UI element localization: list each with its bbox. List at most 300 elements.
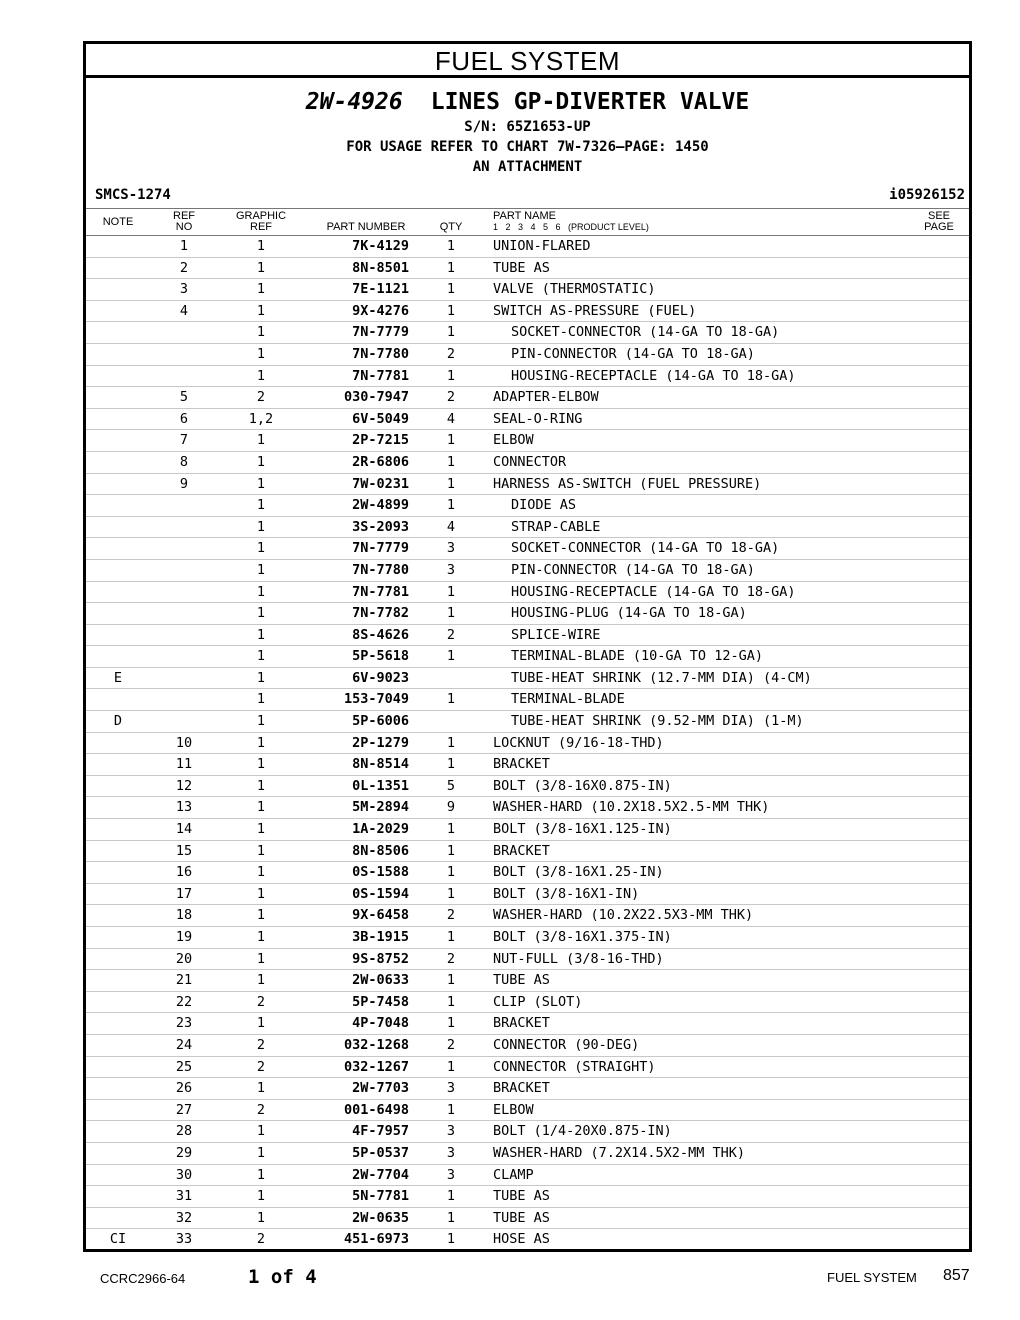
part-name-cell: DIODE AS — [511, 497, 577, 514]
qty-cell: 1 — [446, 972, 456, 989]
qty-cell: 1 — [446, 1015, 456, 1032]
part-number-cell: 2W-0635 — [352, 1209, 409, 1226]
ref-no-cell: 29 — [175, 1144, 193, 1161]
column-graphic-top: GRAPHIC — [235, 210, 287, 222]
table-row — [86, 992, 969, 1014]
ref-no-cell: 11 — [175, 756, 193, 773]
table-row — [86, 409, 969, 431]
part-name-cell: HOUSING-RECEPTACLE (14-GA TO 18-GA) — [511, 583, 796, 600]
graphic-ref-cell: 1 — [256, 345, 266, 362]
part-name-cell: SWITCH AS-PRESSURE (FUEL) — [493, 302, 697, 319]
table-row — [86, 279, 969, 301]
qty-cell: 2 — [446, 389, 456, 406]
part-name-cell: CONNECTOR (90-DEG) — [493, 1036, 640, 1053]
table-row — [86, 301, 969, 323]
part-number-cell: 7N-7780 — [352, 561, 409, 578]
ref-no-cell: 15 — [175, 842, 193, 859]
part-number-cell: 032-1268 — [343, 1036, 409, 1053]
part-name-cell: BRACKET — [493, 1080, 550, 1097]
table-row — [86, 646, 969, 668]
table-row — [86, 711, 969, 733]
table-row — [86, 1186, 969, 1208]
group-name: LINES GP-DIVERTER VALVE — [430, 89, 750, 115]
part-number-cell: 451-6973 — [343, 1231, 409, 1248]
part-name-cell: CONNECTOR (STRAIGHT) — [493, 1058, 656, 1075]
ref-no-cell: 22 — [175, 993, 193, 1010]
graphic-ref-cell: 1 — [256, 1144, 266, 1161]
qty-cell: 4 — [446, 410, 456, 427]
part-number-cell: 7N-7779 — [352, 324, 409, 341]
graphic-ref-cell: 1 — [256, 626, 266, 643]
part-number-cell: 0L-1351 — [352, 777, 409, 794]
part-name-cell: TERMINAL-BLADE (10-GA TO 12-GA) — [511, 648, 763, 665]
table-row — [86, 538, 969, 560]
ref-no-cell: 14 — [175, 821, 193, 838]
table-row — [86, 474, 969, 496]
part-number-cell: 7N-7780 — [352, 345, 409, 362]
table-row — [86, 970, 969, 992]
part-name-cell: CLAMP — [493, 1166, 534, 1183]
qty-cell: 1 — [446, 497, 456, 514]
ref-no-cell: 25 — [175, 1058, 193, 1075]
graphic-ref-cell: 1 — [256, 821, 266, 838]
table-row — [86, 733, 969, 755]
part-number-cell: 2R-6806 — [352, 453, 409, 470]
ref-no-cell: 26 — [175, 1080, 193, 1097]
part-number-cell: 4F-7957 — [352, 1123, 409, 1140]
part-number-cell: 032-1267 — [343, 1058, 409, 1075]
part-number-cell: 6V-5049 — [352, 410, 409, 427]
note-cell: E — [113, 669, 123, 686]
graphic-ref-cell: 2 — [256, 1101, 266, 1118]
qty-cell: 1 — [446, 993, 456, 1010]
qty-cell: 1 — [446, 475, 456, 492]
graphic-ref-cell: 2 — [256, 993, 266, 1010]
part-number-cell: 8N-8514 — [352, 756, 409, 773]
graphic-ref-cell: 1 — [256, 1188, 266, 1205]
qty-cell: 2 — [446, 1036, 456, 1053]
part-name-cell: WASHER-HARD (10.2X22.5X3-MM THK) — [493, 907, 754, 924]
part-number-cell: 5N-7781 — [352, 1188, 409, 1205]
graphic-ref-cell: 1 — [256, 475, 266, 492]
ref-no-cell: 12 — [175, 777, 193, 794]
qty-cell: 3 — [446, 540, 456, 557]
ref-no-cell: 27 — [175, 1101, 193, 1118]
table-row — [86, 754, 969, 776]
part-name-cell: BOLT (3/8-16X1-IN) — [493, 885, 640, 902]
part-name-cell: BOLT (3/8-16X1.375-IN) — [493, 929, 672, 945]
part-number-cell: 5P-5618 — [352, 648, 409, 665]
graphic-ref-cell: 1 — [256, 238, 266, 254]
table-row — [86, 236, 969, 258]
graphic-ref-cell: 1 — [256, 777, 266, 794]
column-header — [86, 208, 969, 236]
part-name-cell: SOCKET-CONNECTOR (14-GA TO 18-GA) — [511, 324, 780, 341]
group-number: 2W-4926 — [305, 89, 403, 115]
table-row — [86, 452, 969, 474]
table-row — [86, 387, 969, 409]
qty-cell: 1 — [446, 453, 456, 470]
qty-cell: 1 — [446, 1209, 456, 1226]
part-number-cell: 153-7049 — [343, 691, 409, 708]
graphic-ref-cell: 1,2 — [248, 410, 274, 427]
part-name-cell: BOLT (3/8-16X1.125-IN) — [493, 821, 672, 838]
graphic-ref-cell: 1 — [256, 453, 266, 470]
column-part-name — [493, 211, 649, 233]
qty-cell: 1 — [446, 734, 456, 751]
part-name-cell: BOLT (3/8-16X0.875-IN) — [493, 777, 672, 794]
table-row — [86, 366, 969, 388]
footer-doc-code: CCRC2966-64 — [100, 1271, 186, 1286]
ref-no-cell: 18 — [175, 907, 193, 924]
ref-no-cell: 2 — [179, 259, 189, 276]
qty-cell: 1 — [446, 756, 456, 773]
part-number-cell: 7K-4129 — [352, 238, 409, 254]
part-name-cell: ADAPTER-ELBOW — [493, 389, 599, 406]
table-row — [86, 1165, 969, 1187]
part-name-cell: TUBE AS — [493, 1188, 550, 1205]
table-row — [86, 797, 969, 819]
qty-cell: 2 — [446, 626, 456, 643]
table-row — [86, 258, 969, 280]
graphic-ref-cell: 1 — [256, 842, 266, 859]
part-name-cell: TUBE-HEAT SHRINK (12.7-MM DIA) (4-CM) — [511, 669, 812, 686]
ref-no-cell: 30 — [175, 1166, 193, 1183]
graphic-ref-cell: 1 — [256, 648, 266, 665]
part-name-cell: LOCKNUT (9/16-18-THD) — [493, 734, 664, 751]
part-number-cell: 7N-7781 — [352, 367, 409, 384]
graphic-ref-cell: 1 — [256, 972, 266, 989]
part-number-cell: 5P-6006 — [352, 713, 409, 730]
qty-cell: 5 — [446, 777, 456, 794]
qty-cell: 2 — [446, 950, 456, 967]
qty-cell: 1 — [446, 367, 456, 384]
table-row — [86, 841, 969, 863]
table-row — [86, 1035, 969, 1057]
graphic-ref-cell: 1 — [256, 583, 266, 600]
ref-no-cell: 7 — [179, 432, 189, 449]
ref-no-cell: 6 — [179, 410, 189, 427]
part-name-cell: HOUSING-RECEPTACLE (14-GA TO 18-GA) — [511, 367, 796, 384]
part-number-cell: 8S-4626 — [352, 626, 409, 643]
table-row — [86, 1013, 969, 1035]
part-name-cell: BRACKET — [493, 842, 550, 859]
ref-no-cell: 10 — [175, 734, 193, 751]
column-ref-bottom: NO — [175, 221, 193, 233]
part-number-cell: 6V-9023 — [352, 669, 409, 686]
part-number-cell: 8N-8506 — [352, 842, 409, 859]
graphic-ref-cell: 1 — [256, 324, 266, 341]
graphic-ref-cell: 1 — [256, 518, 266, 535]
part-number-cell: 7E-1121 — [352, 281, 409, 298]
column-qty: QTY — [439, 221, 463, 233]
illustration-id: i05926152 — [889, 187, 965, 203]
graphic-ref-cell: 1 — [256, 669, 266, 686]
table-row — [86, 582, 969, 604]
graphic-ref-cell: 2 — [256, 1058, 266, 1075]
qty-cell: 2 — [446, 907, 456, 924]
qty-cell: 1 — [446, 1188, 456, 1205]
column-ref-no — [166, 211, 202, 233]
ref-no-cell: 5 — [179, 389, 189, 406]
part-number-cell: 0S-1594 — [352, 885, 409, 902]
part-name-cell: CLIP (SLOT) — [493, 993, 583, 1010]
part-name-cell: TERMINAL-BLADE — [511, 691, 625, 708]
footer-page-of: 1 of 4 — [248, 1266, 317, 1288]
table-row — [86, 1121, 969, 1143]
graphic-ref-cell: 1 — [256, 605, 266, 622]
graphic-ref-cell: 2 — [256, 1036, 266, 1053]
part-name-cell: STRAP-CABLE — [511, 518, 601, 535]
table-row — [86, 776, 969, 798]
qty-cell: 1 — [446, 842, 456, 859]
part-name-cell: BOLT (1/4-20X0.875-IN) — [493, 1123, 672, 1140]
part-name-cell: SEAL-O-RING — [493, 410, 583, 427]
ref-no-cell: 24 — [175, 1036, 193, 1053]
column-product-level: 1 2 3 4 5 6 (PRODUCT LEVEL) — [493, 222, 649, 232]
table-row — [86, 517, 969, 539]
ref-no-cell: 32 — [175, 1209, 193, 1226]
qty-cell: 1 — [446, 1058, 456, 1075]
qty-cell: 1 — [446, 1231, 456, 1248]
table-row — [86, 1143, 969, 1165]
part-name-cell: ELBOW — [493, 1101, 534, 1118]
part-name-cell: WASHER-HARD (10.2X18.5X2.5-MM THK) — [493, 799, 770, 816]
table-row — [86, 1229, 969, 1251]
part-number-cell: 001-6498 — [343, 1101, 409, 1118]
table-row — [86, 1208, 969, 1230]
ref-no-cell: 9 — [179, 475, 189, 492]
ref-no-cell: 28 — [175, 1123, 193, 1140]
qty-cell: 1 — [446, 302, 456, 319]
part-number-cell: 2W-0633 — [352, 972, 409, 989]
qty-cell: 3 — [446, 1166, 456, 1183]
graphic-ref-cell: 1 — [256, 302, 266, 319]
part-number-cell: 7N-7779 — [352, 540, 409, 557]
column-see-bottom: PAGE — [924, 221, 954, 233]
ref-no-cell: 17 — [175, 885, 193, 902]
parts-table — [86, 236, 969, 1251]
column-part-number: PART NUMBER — [326, 221, 406, 233]
note-cell: CI — [109, 1231, 127, 1248]
qty-cell: 1 — [446, 281, 456, 298]
graphic-ref-cell: 2 — [256, 1231, 266, 1248]
part-name-cell: TUBE AS — [493, 259, 550, 276]
qty-cell: 3 — [446, 1080, 456, 1097]
qty-cell: 4 — [446, 518, 456, 535]
table-row — [86, 689, 969, 711]
part-name-cell: BOLT (3/8-16X1.25-IN) — [493, 864, 664, 881]
graphic-ref-cell: 1 — [256, 799, 266, 816]
qty-cell: 1 — [446, 432, 456, 449]
graphic-ref-cell: 1 — [256, 561, 266, 578]
part-name-cell: ELBOW — [493, 432, 534, 449]
part-name-cell: TUBE-HEAT SHRINK (9.52-MM DIA) (1-M) — [511, 713, 804, 730]
part-name-cell: HOSE AS — [493, 1231, 550, 1248]
table-row — [86, 1100, 969, 1122]
graphic-ref-cell: 1 — [256, 1123, 266, 1140]
table-row — [86, 819, 969, 841]
part-name-cell: CONNECTOR — [493, 453, 567, 470]
graphic-ref-cell: 1 — [256, 734, 266, 751]
ref-no-cell: 13 — [175, 799, 193, 816]
part-number-cell: 030-7947 — [343, 389, 409, 406]
graphic-ref-cell: 1 — [256, 1080, 266, 1097]
part-number-cell: 9S-8752 — [352, 950, 409, 967]
note-cell: D — [113, 713, 123, 730]
table-row — [86, 495, 969, 517]
part-number-cell: 3S-2093 — [352, 518, 409, 535]
table-row — [86, 560, 969, 582]
part-number-cell: 2W-4899 — [352, 497, 409, 514]
graphic-ref-cell: 1 — [256, 432, 266, 449]
ref-no-cell: 20 — [175, 950, 193, 967]
part-name-cell: HARNESS AS-SWITCH (FUEL PRESSURE) — [493, 475, 762, 492]
footer-page-number: 857 — [943, 1267, 970, 1284]
part-number-cell: 4P-7048 — [352, 1015, 409, 1032]
part-number-cell: 5M-2894 — [352, 799, 409, 816]
qty-cell: 1 — [446, 929, 456, 945]
column-graphic-ref — [231, 211, 291, 233]
part-name-cell: HOUSING-PLUG (14-GA TO 18-GA) — [511, 605, 747, 622]
part-number-cell: 2P-7215 — [352, 432, 409, 449]
part-number-cell: 2W-7703 — [352, 1080, 409, 1097]
qty-cell: 1 — [446, 583, 456, 600]
table-row — [86, 927, 969, 949]
qty-cell: 1 — [446, 648, 456, 665]
parts-list-frame — [83, 41, 972, 1252]
qty-cell: 2 — [446, 345, 456, 362]
qty-cell: 1 — [446, 864, 456, 881]
smcs-code: SMCS-1274 — [95, 187, 171, 203]
group-title — [86, 89, 969, 115]
part-name-cell: BRACKET — [493, 1015, 550, 1032]
ref-no-cell: 23 — [175, 1015, 193, 1032]
qty-cell: 1 — [446, 324, 456, 341]
qty-cell: 9 — [446, 799, 456, 816]
part-name-cell: VALVE (THERMOSTATIC) — [493, 281, 656, 298]
table-row — [86, 1057, 969, 1079]
ref-no-cell: 1 — [179, 238, 189, 254]
column-part-name-top: PART NAME — [493, 210, 556, 222]
graphic-ref-cell: 1 — [256, 950, 266, 967]
part-number-cell: 5P-7458 — [352, 993, 409, 1010]
column-see-page — [916, 211, 962, 233]
section-title: FUEL SYSTEM — [86, 44, 969, 78]
part-name-cell: PIN-CONNECTOR (14-GA TO 18-GA) — [511, 345, 755, 362]
usage-reference: FOR USAGE REFER TO CHART 7W-7326—PAGE: 1450 — [346, 139, 709, 155]
table-row — [86, 884, 969, 906]
column-see-top: SEE — [927, 210, 950, 222]
ref-no-cell: 16 — [175, 864, 193, 881]
part-name-cell: NUT-FULL (3/8-16-THD) — [493, 950, 664, 967]
qty-cell: 3 — [446, 1144, 456, 1161]
table-row — [86, 862, 969, 884]
part-number-cell: 1A-2029 — [352, 821, 409, 838]
graphic-ref-cell: 1 — [256, 929, 266, 945]
qty-cell: 1 — [446, 885, 456, 902]
part-name-cell: WASHER-HARD (7.2X14.5X2-MM THK) — [493, 1144, 745, 1161]
ref-no-cell: 19 — [175, 929, 193, 945]
graphic-ref-cell: 1 — [256, 1209, 266, 1226]
part-name-cell: UNION-FLARED — [493, 238, 591, 254]
graphic-ref-cell: 1 — [256, 1166, 266, 1183]
graphic-ref-cell: 1 — [256, 756, 266, 773]
part-number-cell: 2W-7704 — [352, 1166, 409, 1183]
graphic-ref-cell: 1 — [256, 1015, 266, 1032]
column-ref-top: REF — [173, 210, 195, 222]
attachment-label: AN ATTACHMENT — [472, 159, 583, 175]
graphic-ref-cell: 1 — [256, 259, 266, 276]
table-row — [86, 1078, 969, 1100]
part-name-cell: TUBE AS — [493, 972, 550, 989]
table-row — [86, 344, 969, 366]
graphic-ref-cell: 1 — [256, 907, 266, 924]
qty-cell: 1 — [446, 259, 456, 276]
table-row — [86, 905, 969, 927]
part-number-cell: 3B-1915 — [352, 929, 409, 945]
table-row — [86, 322, 969, 344]
ref-no-cell: 4 — [179, 302, 189, 319]
graphic-ref-cell: 1 — [256, 885, 266, 902]
table-row — [86, 625, 969, 647]
part-name-cell: PIN-CONNECTOR (14-GA TO 18-GA) — [511, 561, 755, 578]
graphic-ref-cell: 1 — [256, 281, 266, 298]
ref-no-cell: 31 — [175, 1188, 193, 1205]
column-graphic-bottom: REF — [250, 221, 272, 233]
ref-no-cell: 21 — [175, 972, 193, 989]
qty-cell: 1 — [446, 605, 456, 622]
qty-cell: 1 — [446, 1101, 456, 1118]
ref-no-cell: 8 — [179, 453, 189, 470]
ref-no-cell: 33 — [175, 1231, 193, 1248]
graphic-ref-cell: 1 — [256, 864, 266, 881]
table-row — [86, 949, 969, 971]
graphic-ref-cell: 2 — [256, 389, 266, 406]
ref-no-cell: 3 — [179, 281, 189, 298]
part-number-cell: 2P-1279 — [352, 734, 409, 751]
serial-range: S/N: 65Z1653-UP — [464, 119, 591, 135]
table-row — [86, 668, 969, 690]
part-number-cell: 5P-0537 — [352, 1144, 409, 1161]
footer-section: FUEL SYSTEM — [827, 1270, 917, 1285]
part-number-cell: 0S-1588 — [352, 864, 409, 881]
part-number-cell: 7W-0231 — [352, 475, 409, 492]
qty-cell: 1 — [446, 238, 456, 254]
part-number-cell: 9X-6458 — [352, 907, 409, 924]
graphic-ref-cell: 1 — [256, 540, 266, 557]
graphic-ref-cell: 1 — [256, 713, 266, 730]
qty-cell: 3 — [446, 561, 456, 578]
part-name-cell: SPLICE-WIRE — [511, 626, 601, 643]
part-name-cell: SOCKET-CONNECTOR (14-GA TO 18-GA) — [511, 540, 780, 557]
graphic-ref-cell: 1 — [256, 367, 266, 384]
part-number-cell: 7N-7781 — [352, 583, 409, 600]
part-number-cell: 8N-8501 — [352, 259, 409, 276]
graphic-ref-cell: 1 — [256, 497, 266, 514]
qty-cell: 3 — [446, 1123, 456, 1140]
qty-cell: 1 — [446, 691, 456, 708]
table-row — [86, 603, 969, 625]
part-name-cell: BRACKET — [493, 756, 550, 773]
table-row — [86, 430, 969, 452]
column-note: NOTE — [102, 216, 134, 228]
graphic-ref-cell: 1 — [256, 691, 266, 708]
part-name-cell: TUBE AS — [493, 1209, 550, 1226]
part-number-cell: 9X-4276 — [352, 302, 409, 319]
part-number-cell: 7N-7782 — [352, 605, 409, 622]
qty-cell: 1 — [446, 821, 456, 838]
